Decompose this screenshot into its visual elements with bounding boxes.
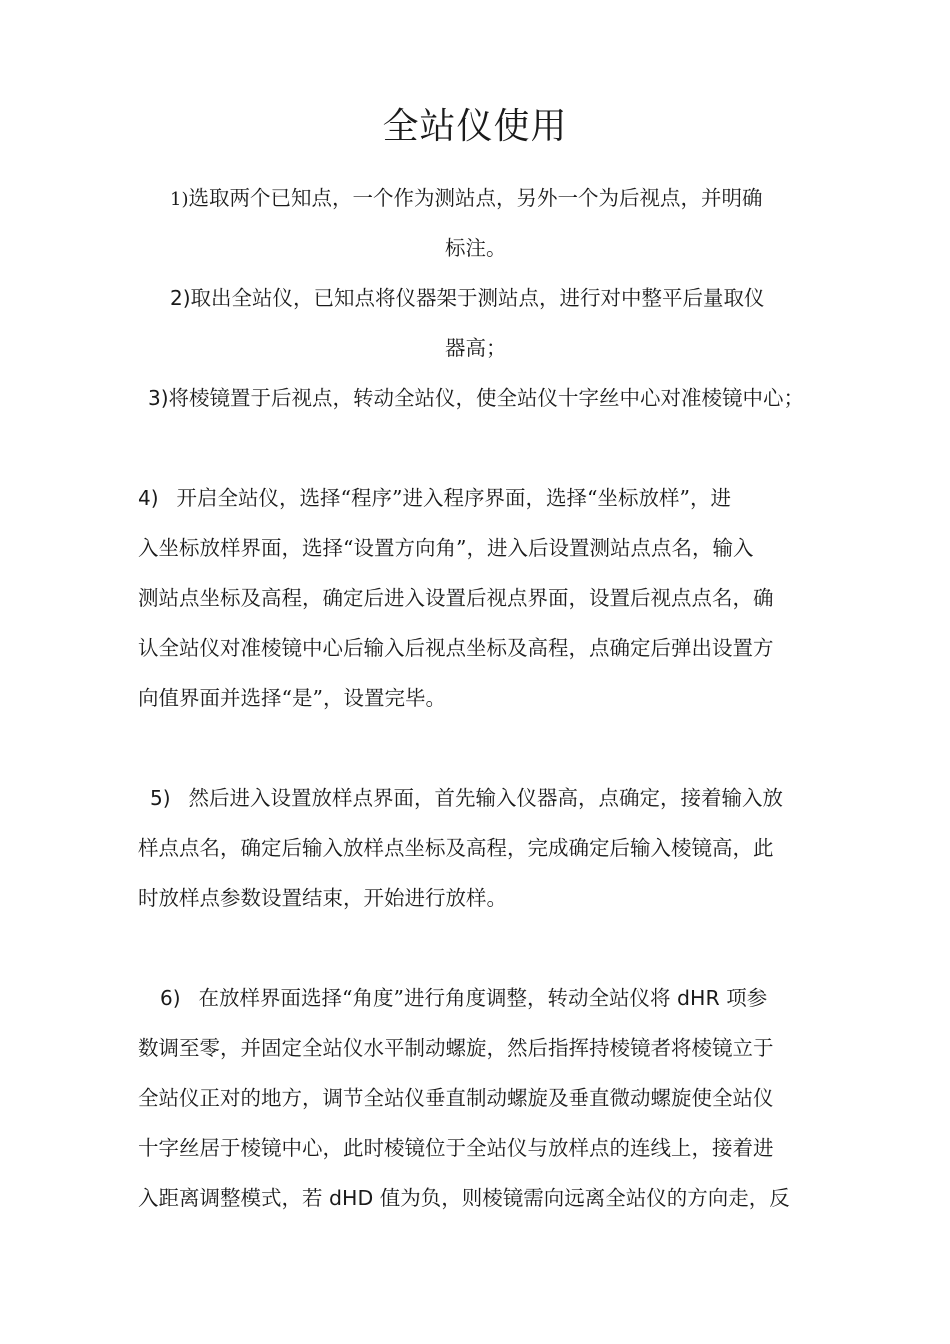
step-6-number: 6) bbox=[160, 986, 181, 1010]
step-2-line-1 bbox=[170, 283, 765, 313]
step-6-line-1: 6) 在放样界面选择“角度”进行角度调整，转动全站仪将 dHR 项参 bbox=[160, 986, 768, 1010]
step-1-number: 1) bbox=[170, 189, 189, 210]
step-2-number: 2) bbox=[170, 286, 191, 310]
dhr-term: dHR bbox=[677, 986, 720, 1010]
dhd-term: dHD bbox=[329, 1186, 374, 1210]
step-6-line-3: 全站仪正对的地方，调节全站仪垂直制动螺旋及垂直微动螺旋使全站仪 bbox=[138, 1086, 774, 1110]
step-1-line-1 bbox=[170, 183, 762, 215]
step-3-line-1 bbox=[148, 383, 804, 413]
step-1-line-2: 标注。 bbox=[445, 236, 507, 260]
step-5-line-2: 样点点名，确定后输入放样点坐标及高程，完成确定后输入棱镜高，此 bbox=[138, 836, 774, 860]
step-4-text: 开启全站仪，选择“程序”进入程序界面，选择“坐标放样”，进 bbox=[176, 486, 731, 510]
step-4-line-1 bbox=[138, 483, 731, 513]
step-5-text: 然后进入设置放样点界面，首先输入仪器高，点确定，接着输入放 bbox=[188, 786, 784, 810]
step-3-text: 将棱镜置于后视点，转动全站仪，使全站仪十字丝中心对准棱镜中心； bbox=[168, 386, 805, 410]
step-4-line-2: 入坐标放样界面，选择“设置方向角”，进入后设置测站点点名，输入 bbox=[138, 536, 754, 560]
step-5-line-1 bbox=[150, 783, 783, 813]
step-5-line-3: 时放样点参数设置结束，开始进行放样。 bbox=[138, 886, 507, 910]
step-6-line-5: 入距离调整模式，若 dHD 值为负，则棱镜需向远离全站仪的方向走，反 bbox=[138, 1186, 790, 1210]
step-2-text: 取出全站仪，已知点将仪器架于测站点，进行对中整平后量取仪 bbox=[190, 286, 765, 310]
step-4-line-3: 测站点坐标及高程，确定后进入设置后视点界面，设置后视点点名，确 bbox=[138, 586, 774, 610]
page-title: 全站仪使用 bbox=[382, 106, 568, 147]
step-5-number: 5) bbox=[150, 786, 171, 810]
step-4-number: 4) bbox=[138, 486, 159, 510]
step-1-text: 选取两个已知点，一个作为测站点，另外一个为后视点，并明确 bbox=[188, 186, 763, 210]
step-3-number: 3) bbox=[148, 386, 169, 410]
step-4-line-5: 向值界面并选择“是”，设置完毕。 bbox=[138, 686, 446, 710]
step-6-line-4: 十字丝居于棱镜中心，此时棱镜位于全站仪与放样点的连线上，接着进 bbox=[138, 1136, 774, 1160]
step-2-line-2: 器高； bbox=[445, 336, 507, 360]
step-6-line-2: 数调至零，并固定全站仪水平制动螺旋，然后指挥持棱镜者将棱镜立于 bbox=[138, 1036, 774, 1060]
step-4-line-4: 认全站仪对准棱镜中心后输入后视点坐标及高程，点确定后弹出设置方 bbox=[138, 636, 774, 660]
